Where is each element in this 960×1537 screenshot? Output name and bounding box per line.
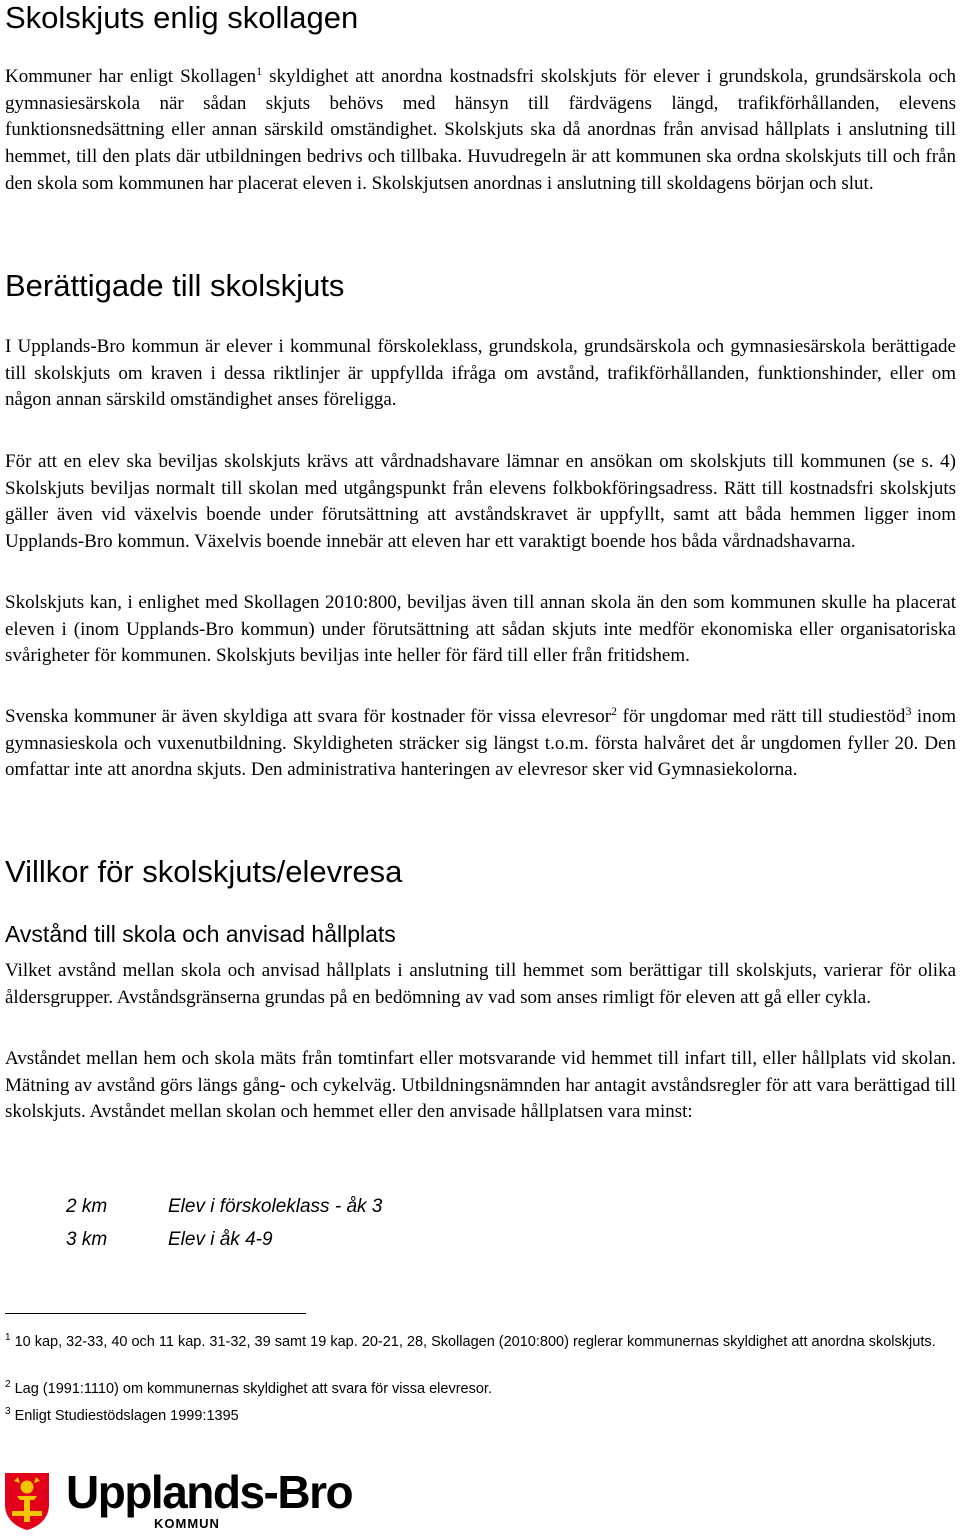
footnote-3 xyxy=(5,1407,955,1426)
distance-group: Elev i förskoleklass - åk 3 xyxy=(168,1196,383,1217)
paragraph-avstand: Vilket avstånd mellan skola och anvisad hållplats i anslutning till hemmet som berättigar till skolskjuts, varierar för olika åldersgrupper. Avståndsgränserna grundas på en bedömning av vad som anses rimligt för eleven att gå eller cykla. xyxy=(5,960,956,1008)
section-heading-skolskjuts-enlig-skollagen: Skolskjuts enlig skollagen xyxy=(5,0,359,35)
logo-subtitle: KOMMUN xyxy=(154,1516,220,1531)
footnote-2 xyxy=(5,1380,955,1399)
paragraph-text: inom gymnasieskola och vuxenutbildning. Skyldigheten sträcker sig längst t.o.m. första halvåret det år ungdomen fyller 20. Den omfattar inte att anordna skjuts. Den administrativa hanteringen av elevresor sker vid Gymnasiekolorna. xyxy=(5,706,956,781)
footnote-number: 2 xyxy=(5,1379,11,1390)
footnote-text: Enligt Studiestödslagen 1999:1395 xyxy=(10,1408,239,1424)
footnote-text: Lag (1991:1110) om kommunernas skyldighet att svara för vissa elevresor. xyxy=(10,1381,492,1397)
section-heading-villkor: Villkor för skolskjuts/elevresa xyxy=(5,854,403,889)
paragraph-text: Svenska kommuner är även skyldiga att svara för kostnader för vissa elevresor xyxy=(5,706,612,727)
logo-name: Upplands-Bro xyxy=(66,1466,353,1518)
upplands-bro-crest-icon xyxy=(4,1471,50,1536)
distance-km: 3 km xyxy=(66,1229,108,1250)
paragraph-text: för ungdomar med rätt till studiestöd xyxy=(617,706,906,727)
distance-group: Elev i åk 4-9 xyxy=(168,1229,273,1250)
footnote-ref-1[interactable]: 1 xyxy=(256,64,263,78)
paragraph-matning: Avståndet mellan hem och skola mäts från tomtinfart eller motsvarande vid hemmet till infart till, eller hållplats vid skolan. Mätning av avstånd görs längs gång- och cykelväg. Utbildningsnämnden har antagit avståndsregler för att vara berättigad till skolskjuts. Avståndet mellan skolan och hemmet eller den anvisade hållplatsen vara minst: xyxy=(5,1048,956,1123)
footnote-ref-3[interactable]: 3 xyxy=(905,704,912,718)
footnote-number: 3 xyxy=(5,1406,11,1417)
paragraph-ansokan: För att en elev ska beviljas skolskjuts krävs att vårdnadshavare lämnar en ansökan om skolskjuts till kommunen (se s. 4) Skolskjuts beviljas normalt till skolan med utgångspunkt från elevens folkbokföringsadress. Rätt till kostnadsfri skolskjuts gäller även vid växelvis boende under förutsättning att avståndskravet är uppfyllt, samt att båda hemmen ligger inom Upplands-Bro kommun. Växelvis boende innebär att eleven har ett varaktigt boende hos båda vårdnadshavarna. xyxy=(5,451,956,553)
paragraph-elevresor xyxy=(5,704,956,784)
distance-row xyxy=(66,1195,382,1219)
footnote-ref-2[interactable]: 2 xyxy=(611,704,618,718)
paragraph-annan-skola: Skolskjuts kan, i enlighet med Skollagen 2010:800, beviljas även till annan skola än den som kommunen skulle ha placerat eleven i (inom Upplands-Bro kommun) under förutsättning att sådan skjuts inte medför ekonomiska eller organisatoriska svårigheter för kommunen. Skolskjuts beviljas inte heller för färd till eller från fritidshem. xyxy=(5,592,956,667)
subheading-avstand: Avstånd till skola och anvisad hållplats xyxy=(5,921,396,947)
footnote-1 xyxy=(5,1333,955,1352)
paragraph-text: Kommuner har enligt Skollagen xyxy=(5,66,257,87)
paragraph-text: skyldighet att anordna kostnadsfri skolskjuts för elever i grundskola, grundsärskola och gymnasiesärskola när sådan skjuts behövs med hänsyn till färdvägens längd, trafikförhållanden, elevens funktionsnedsättning eller annan särskild omständighet. Skolskjuts ska då anordnas från anvisad hållplats i anslutning till hemmet, till den plats där utbildningen bedrivs och tillbaka. Huvudregeln är att kommunen ska ordna skolskjuts till och från den skola som kommunen har placerat eleven i. Skolskjutsen anordnas i anslutning till skoldagens början och slut. xyxy=(5,66,957,194)
footnote-text: 10 kap, 32-33, 40 och 11 kap. 31-32, 39 samt 19 kap. 20-21, 28, Skollagen (2010:800) reglerar kommunernas skyldighet att anordna skolskjuts. xyxy=(10,1334,936,1350)
paragraph-skollagen xyxy=(5,64,956,198)
section-heading-berattigade: Berättigade till skolskjuts xyxy=(5,268,345,303)
distance-km: 2 km xyxy=(66,1196,108,1217)
paragraph-berattigade: I Upplands-Bro kommun är elever i kommunal förskoleklass, grundskola, grundsärskola och gymnasiesärskola berättigade till skolskjuts om kraven i dessa riktlinjer är uppfyllda ifråga om avstånd, trafikförhållanden, funktionshinder, eller om någon annan särskild omständighet anses föreligga. xyxy=(5,336,956,411)
distance-row xyxy=(66,1228,273,1252)
footnote-number: 1 xyxy=(5,1332,11,1343)
logo xyxy=(66,1466,353,1531)
footnote-separator xyxy=(5,1313,306,1314)
